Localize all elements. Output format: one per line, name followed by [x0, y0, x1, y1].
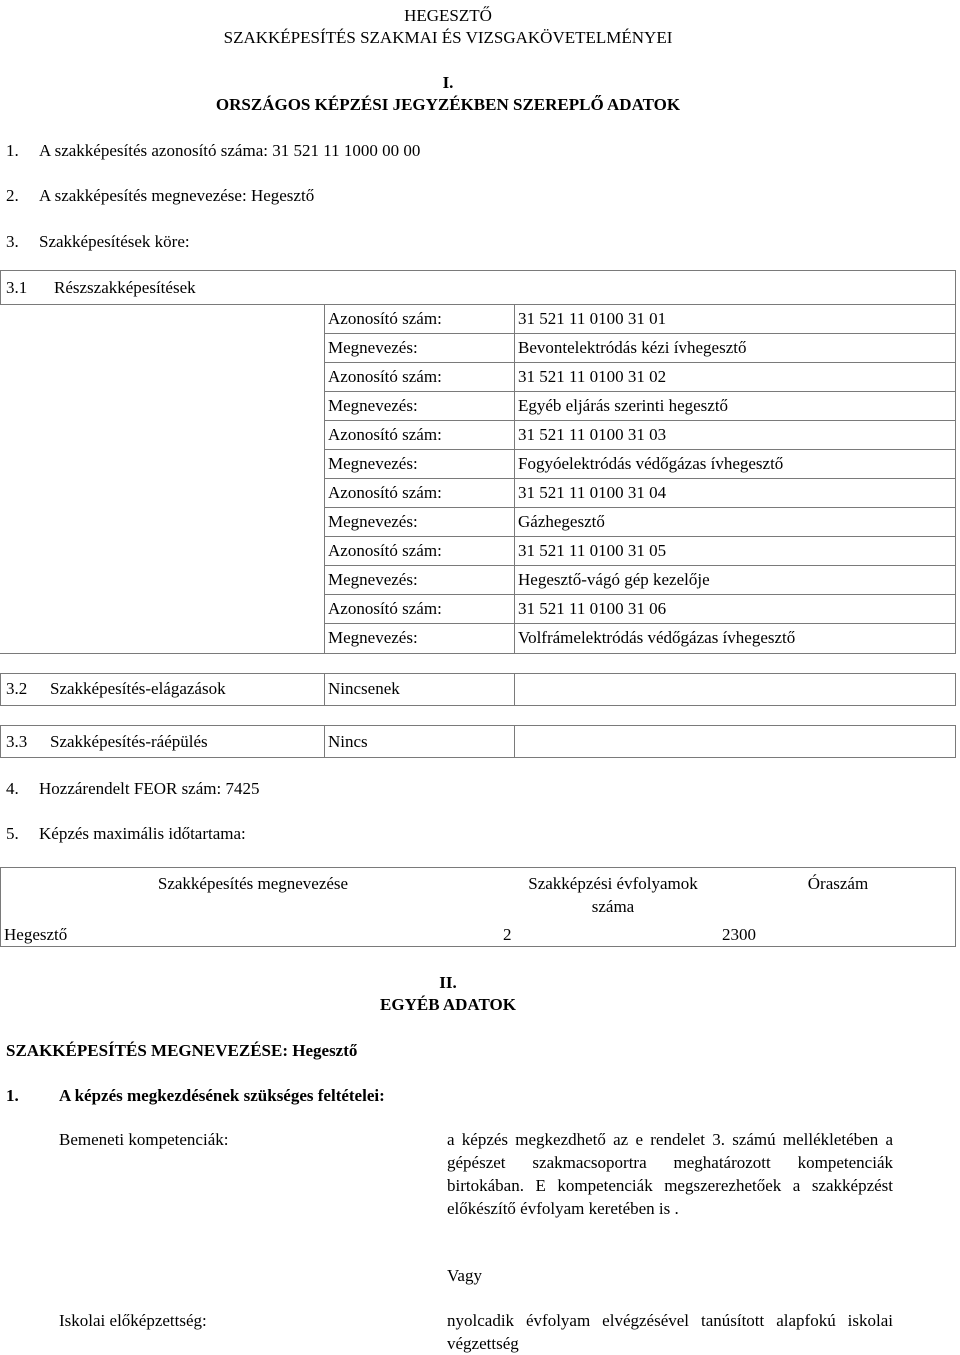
header-grades: Szakképzési évfolyamok [528, 874, 698, 893]
row-value: 31 521 11 0100 31 03 [518, 425, 667, 444]
section-3-2-number: 3.2 [6, 679, 28, 698]
item-number: 2. [6, 186, 19, 205]
section-number: II. [439, 973, 457, 992]
section-3-1-label: Részszakképesítések [54, 278, 196, 297]
doc-subtitle: SZAKKÉPESÍTÉS SZAKMAI ÉS VIZSGAKÖVETELMÉNYEI [223, 28, 673, 47]
entry-competencies-text: a képzés megkezdhető az e rendelet 3. számú mellékletében a gépészet szakmacsoportra meghatározott kompetenciák birtokában. E kompetenciák megszerezhetőek a szakképzést előkészítő évfolyam keretében is . [447, 1130, 893, 1218]
header-qualification-name: Szakképesítés megnevezése [157, 874, 349, 893]
section-title: ORSZÁGOS KÉPZÉSI JEGYZÉKBEN SZEREPLŐ ADATOK [215, 95, 681, 114]
row-key: Megnevezés: [328, 396, 418, 415]
row-value: Fogyóelektródás védőgázas ívhegesztő [518, 454, 784, 473]
item-number: 1. [6, 1086, 19, 1105]
row-key: Azonosító szám: [328, 483, 442, 502]
row-key: Azonosító szám: [328, 541, 442, 560]
requirements-heading: A képzés megkezdésének szükséges feltételei: [59, 1086, 385, 1105]
section-3-1-number: 3.1 [6, 278, 28, 297]
header-grades-count: száma [591, 897, 635, 916]
row-value: 31 521 11 0100 31 04 [518, 483, 667, 502]
item-text: Szakképesítések köre: [39, 232, 190, 251]
section-3-2-label: Szakképesítés-elágazások [50, 679, 226, 698]
row-value: 31 521 11 0100 31 05 [518, 541, 667, 560]
row-key: Azonosító szám: [328, 309, 442, 328]
cell-grades: 2 [503, 925, 512, 944]
item-number: 3. [6, 232, 19, 251]
row-key: Megnevezés: [328, 512, 418, 531]
item-text: A szakképesítés azonosító száma: 31 521 11 1000 00 00 [39, 141, 421, 160]
row-value: Volfrámelektródás védőgázas ívhegesztő [518, 628, 796, 647]
row-key: Megnevezés: [328, 338, 418, 357]
row-key: Megnevezés: [328, 628, 418, 647]
row-key: Megnevezés: [328, 454, 418, 473]
section-3-3-value: Nincs [328, 732, 368, 751]
school-prerequisite-text: nyolcadik évfolyam elvégzésével tanúsított alapfokú iskolai végzettség [447, 1311, 893, 1353]
row-value: Egyéb eljárás szerinti hegesztő [518, 396, 729, 415]
header-hours: Óraszám [807, 874, 869, 893]
item-text: A szakképesítés megnevezése: Hegesztő [39, 186, 315, 205]
row-key: Megnevezés: [328, 570, 418, 589]
row-value: 31 521 11 0100 31 01 [518, 309, 667, 328]
item-number: 5. [6, 824, 19, 843]
item-number: 1. [6, 141, 19, 160]
school-prerequisite-label: Iskolai előképzettség: [59, 1311, 207, 1330]
feor-text: Hozzárendelt FEOR szám: 7425 [39, 779, 260, 798]
item-number: 4. [6, 779, 19, 798]
cell-hours: 2300 [722, 925, 756, 944]
row-key: Azonosító szám: [328, 599, 442, 618]
section-3-3-number: 3.3 [6, 732, 28, 751]
section-3-3-label: Szakképesítés-ráépülés [50, 732, 208, 751]
section-3-2-value: Nincsenek [328, 679, 400, 698]
section-number: I. [442, 73, 454, 92]
duration-text: Képzés maximális időtartama: [39, 824, 246, 843]
row-key: Azonosító szám: [328, 367, 442, 386]
doc-title: HEGESZTŐ [404, 6, 492, 25]
or-text: Vagy [447, 1266, 482, 1285]
row-value: Hegesztő-vágó gép kezelője [518, 570, 710, 589]
row-value: 31 521 11 0100 31 06 [518, 599, 667, 618]
row-key: Azonosító szám: [328, 425, 442, 444]
row-value: Bevontelektródás kézi ívhegesztő [518, 338, 747, 357]
cell-name: Hegesztő [4, 925, 68, 944]
entry-competencies-label: Bemeneti kompetenciák: [59, 1130, 229, 1149]
row-value: Gázhegesztő [518, 512, 605, 531]
section-title: EGYÉB ADATOK [380, 995, 516, 1014]
row-value: 31 521 11 0100 31 02 [518, 367, 667, 386]
qualification-name-heading: SZAKKÉPESÍTÉS MEGNEVEZÉSE: Hegesztő [6, 1041, 358, 1060]
